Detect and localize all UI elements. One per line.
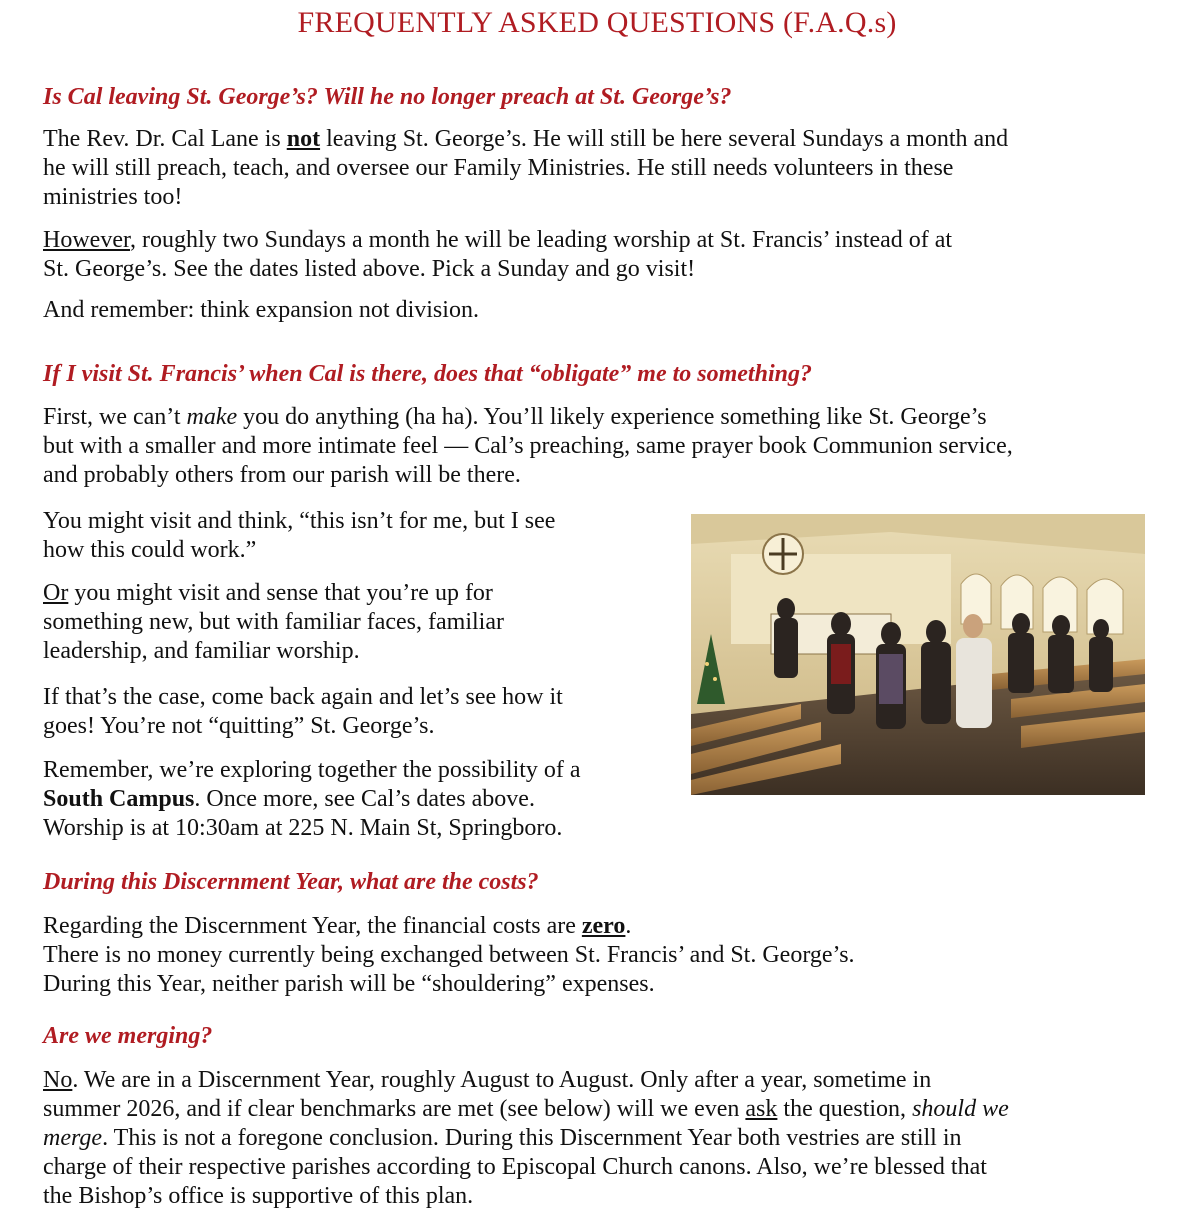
- text: .: [625, 913, 632, 939]
- text: Worship is at 10:30am at 225 N. Main St, Springboro.: [43, 815, 563, 841]
- emphasis-no: No: [43, 1067, 73, 1093]
- text: he will still preach, teach, and oversee our Family Ministries. He still needs volunteers in these: [43, 155, 954, 181]
- text: . We are in a Discernment Year, roughly August to August. Only after a year, sometime in: [72, 1067, 932, 1093]
- faq-answer-costs: [43, 912, 855, 999]
- emphasis-merge: merge: [43, 1125, 103, 1151]
- text: leadership, and familiar worship.: [43, 638, 360, 664]
- text: you do anything (ha ha). You’ll likely experience something like St. George’s: [237, 404, 987, 430]
- text: St. George’s. See the dates listed above. Pick a Sunday and go visit!: [43, 256, 696, 282]
- text: and probably others from our parish will be there.: [43, 462, 521, 488]
- text: . Once more, see Cal’s dates above.: [194, 786, 535, 812]
- faq-answer-obligation-p3: [43, 579, 504, 666]
- text: . This is not a foregone conclusion. During this Discernment Year both vestries are still in: [102, 1125, 962, 1151]
- text: You might visit and think, “this isn’t for me, but I see: [43, 508, 556, 534]
- text: the question,: [777, 1096, 913, 1122]
- text: leaving St. George’s. He will still be here several Sundays a month and: [320, 126, 1009, 152]
- text: During this Year, neither parish will be “shouldering” expenses.: [43, 971, 655, 997]
- emphasis-zero: zero: [581, 913, 626, 939]
- emphasis-not: not: [286, 126, 321, 152]
- faq-answer-obligation-p4: [43, 683, 563, 741]
- text: something new, but with familiar faces, familiar: [43, 609, 504, 635]
- page-title: FREQUENTLY ASKED QUESTIONS (F.A.Q.s): [297, 6, 897, 39]
- text: summer 2026, and if clear benchmarks are met (see below) will we even: [43, 1096, 746, 1122]
- faq-answer-obligation-p5: [43, 756, 581, 843]
- text: the Bishop’s office is supportive of this plan.: [43, 1183, 474, 1209]
- faq-question-merging: Are we merging?: [43, 1023, 213, 1049]
- emphasis-ask: ask: [745, 1096, 778, 1122]
- faq-answer-cal-leaving-p1: [43, 125, 1008, 212]
- text: how this could work.”: [43, 537, 257, 563]
- emphasis-however: However: [43, 227, 130, 253]
- text: Regarding the Discernment Year, the financial costs are: [43, 913, 582, 939]
- church-interior-photo: [691, 514, 1145, 795]
- text: First, we can’t: [43, 404, 187, 430]
- emphasis-make: make: [186, 404, 238, 430]
- text: , roughly two Sundays a month he will be leading worship at St. Francis’ instead of at: [130, 227, 953, 253]
- text: If that’s the case, come back again and let’s see how it: [43, 684, 563, 710]
- faq-question-obligation: If I visit St. Francis’ when Cal is there, does that “obligate” me to something?: [43, 361, 812, 387]
- faq-answer-merging: [43, 1066, 1009, 1211]
- faq-answer-cal-leaving-p3: [43, 296, 479, 325]
- faq-answer-obligation-p2: [43, 507, 555, 565]
- emphasis-south-campus: South Campus: [43, 786, 195, 812]
- text: you might visit and sense that you’re up for: [68, 580, 493, 606]
- text: There is no money currently being exchanged between St. Francis’ and St. George’s.: [43, 942, 855, 968]
- text: The Rev. Dr. Cal Lane is: [43, 126, 287, 152]
- text: but with a smaller and more intimate feel — Cal’s preaching, same prayer book Communion service,: [43, 433, 1013, 459]
- text: Remember, we’re exploring together the possibility of a: [43, 757, 581, 783]
- text: charge of their respective parishes according to Episcopal Church canons. Also, we’re blessed that: [43, 1154, 987, 1180]
- emphasis-or: Or: [43, 580, 69, 606]
- text: goes! You’re not “quitting” St. George’s.: [43, 713, 435, 739]
- faq-question-cal-leaving: Is Cal leaving St. George’s? Will he no longer preach at St. George’s?: [43, 84, 732, 110]
- faq-answer-cal-leaving-p2: [43, 226, 952, 284]
- faq-answer-obligation-p1: [43, 403, 1013, 490]
- faq-question-costs: During this Discernment Year, what are the costs?: [43, 869, 539, 895]
- text: And remember: think expansion not division.: [43, 297, 479, 323]
- text: ministries too!: [43, 184, 183, 210]
- emphasis-should-we: should we: [912, 1096, 1009, 1122]
